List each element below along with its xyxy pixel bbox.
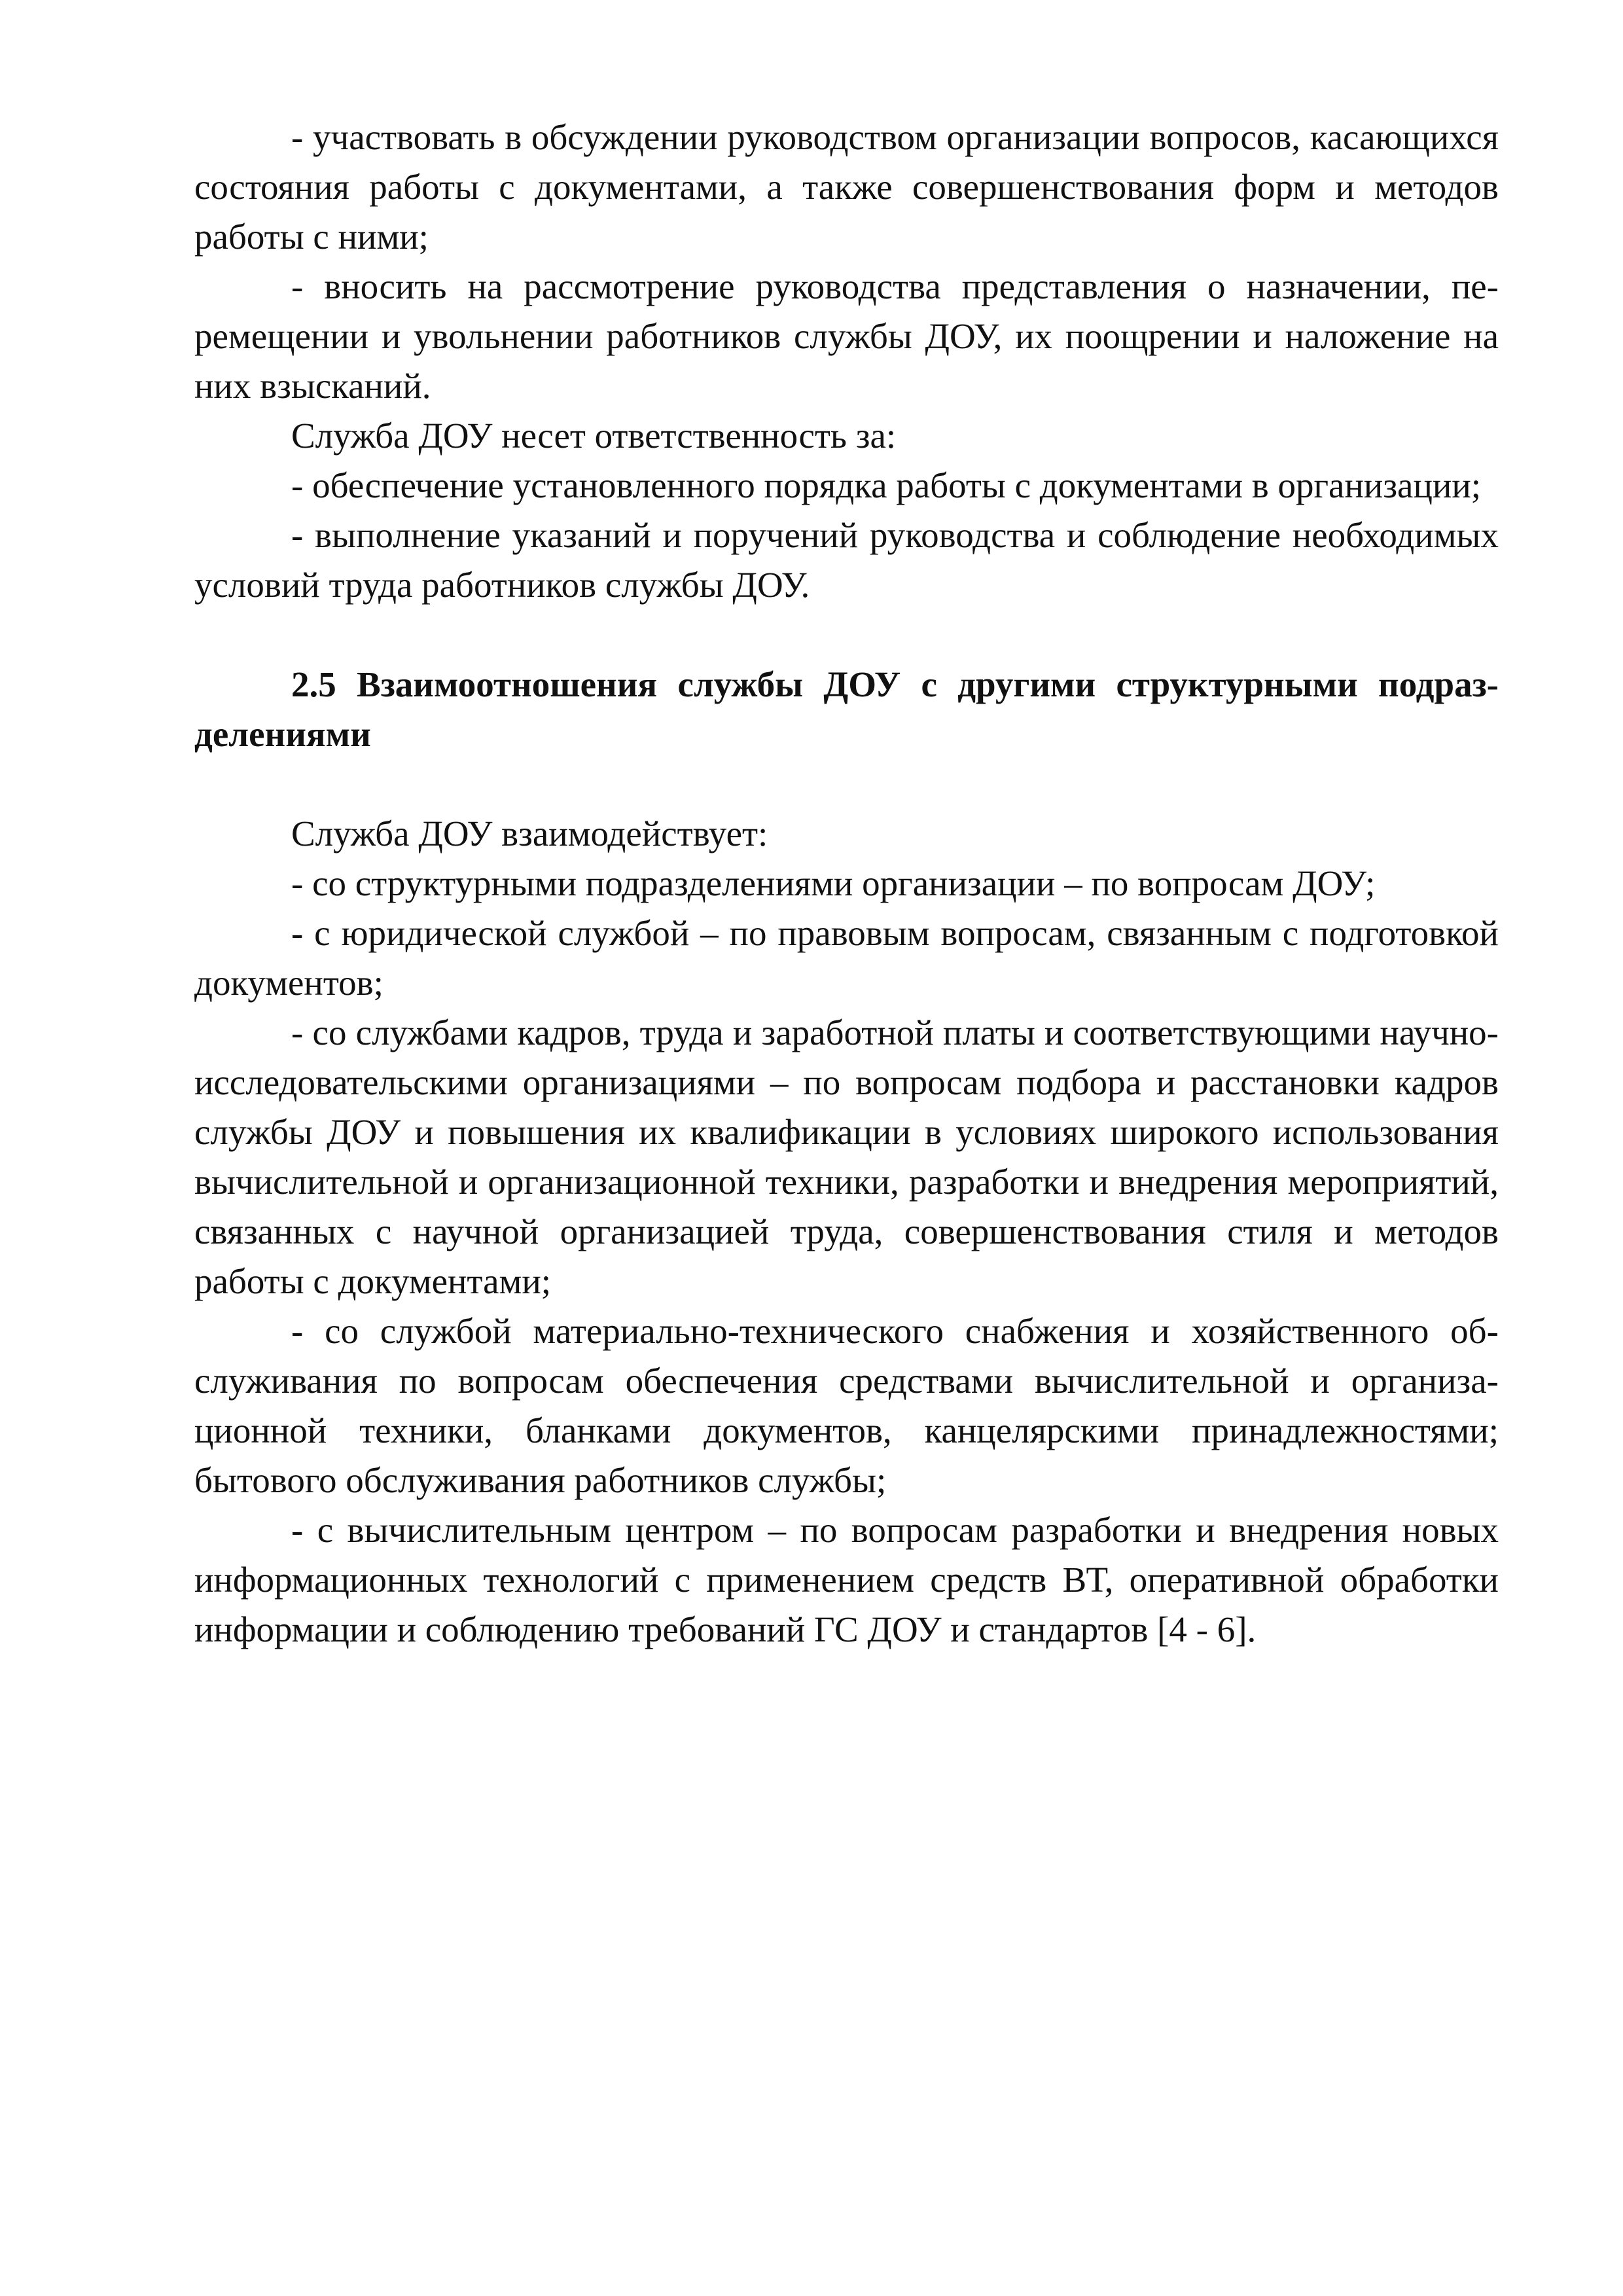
document-page bbox=[194, 113, 1499, 1655]
paragraph-legal-service: - с юридической службой – по правовым вопросам, связанным с подготовкой документов; bbox=[194, 913, 1499, 1003]
paragraph-structural-units: - со структурными подразделениями организации – по вопросам ДОУ; bbox=[291, 863, 1376, 903]
section-2-5-body bbox=[194, 809, 1499, 1655]
paragraph-supply-service: - со службой материально-технического снабжения и хозяйственного обслуживания по вопросам обеспечения средствами вычислительной и организационной техники, бланками документов, канцелярскими принадлежностями; бытового обслуживания работников службы; bbox=[194, 1311, 1499, 1500]
paragraph-responsibility-instructions: - выполнение указаний и поручений руководства и соблюдение необходимых условий труда работников службы ДОУ. bbox=[194, 515, 1499, 605]
paragraph-hr-services: - со службами кадров, труда и заработной платы и соответствующими научно-исследовательскими организациями – по вопросам подбора и расстановки кадров службы ДОУ и повышения их квалификации в условиях широкого использования вычислительной и организационной техники, разработки и внедрения мероприятий, связанных с научной организацией труда, совершенствования стиля и методов работы с документами; bbox=[194, 1013, 1499, 1301]
paragraph-responsibility-order: - обеспечение установленного порядка работы с документами в организации; bbox=[291, 465, 1482, 505]
paragraph-participate-discussion: - участвовать в обсуждении руководством организации вопросов, касающихся состояния работы с документами, а также совершенствования форм и методов работы с ними; bbox=[194, 117, 1499, 257]
paragraph-submit-proposals: - вносить на рассмотрение руководства представления о назначении, перемещении и увольнении работников службы ДОУ, их поощрении и наложение на них взысканий. bbox=[194, 266, 1499, 406]
paragraph-interacts-intro: Служба ДОУ взаимодействует: bbox=[291, 814, 768, 853]
paragraph-computing-center: - с вычислительным центром – по вопросам разработки и внедрения новых информационных технологий с применением средств ВТ, оперативной обработки информации и соблюдению требований ГС ДОУ и стандартов [4 - 6]. bbox=[194, 1510, 1499, 1649]
section-heading-2-5: 2.5 Взаимоотношения службы ДОУ с другими структурными подразделениями bbox=[194, 664, 1499, 754]
paragraph-responsibility-intro: Служба ДОУ несет ответственность за: bbox=[291, 416, 897, 456]
